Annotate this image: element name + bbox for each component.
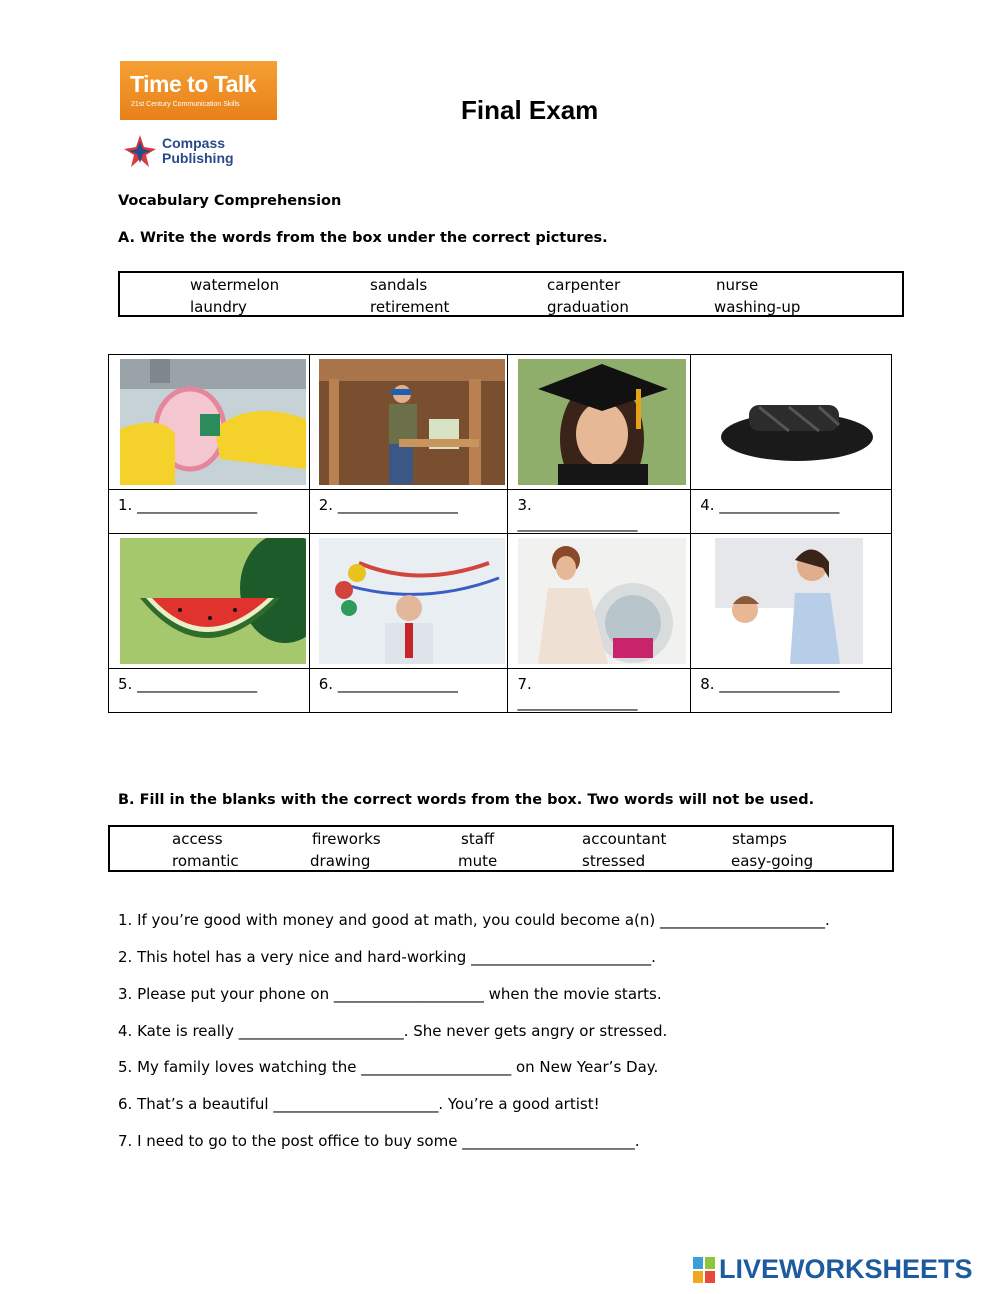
nurse-with-child-image (715, 538, 863, 664)
picture-cell (309, 534, 508, 669)
word: accountant (582, 830, 667, 848)
answer-cell[interactable] (309, 669, 508, 713)
sentence-item[interactable]: 6. That’s a beautiful ______________________. You’re a good artist! (118, 1095, 600, 1113)
publisher-name-1: Compass (162, 135, 226, 151)
word: nurse (716, 276, 759, 294)
word: washing-up (714, 298, 801, 316)
word: sandals (370, 276, 428, 294)
answer-cell[interactable] (508, 669, 691, 713)
answer-label: 8. ________________ (700, 675, 840, 693)
picture-cell (508, 534, 691, 669)
word: staff (461, 830, 495, 848)
picture-table (108, 354, 892, 713)
picture-cell (508, 355, 691, 490)
sandals-image (719, 395, 875, 467)
word: drawing (310, 852, 371, 870)
part-a-instruction: A. Write the words from the box under the correct pictures. (118, 230, 608, 246)
publisher-name-2: Publishing (162, 150, 234, 166)
time-to-talk-logo (120, 61, 277, 120)
word: stamps (732, 830, 787, 848)
answer-label: 3. (517, 496, 532, 514)
answer-label: 2. ________________ (318, 496, 458, 514)
answer-cell[interactable] (309, 490, 508, 534)
liveworksheets-logo (693, 1254, 993, 1284)
sentence-item[interactable]: 5. My family loves watching the ____________________ on New Year’s Day. (118, 1058, 659, 1076)
word: retirement (370, 298, 450, 316)
word: watermelon (190, 276, 280, 294)
sentence-item[interactable]: 4. Kate is really ______________________. She never gets angry or stressed. (118, 1022, 668, 1040)
word: fireworks (312, 830, 381, 848)
word: laundry (190, 298, 247, 316)
picture-cell (109, 534, 310, 669)
word: romantic (172, 852, 239, 870)
answer-label: 4. ________________ (700, 496, 840, 514)
word: mute (458, 852, 498, 870)
compass-publishing-logo (122, 133, 242, 169)
sentence-item[interactable]: 3. Please put your phone on ____________________ when the movie starts. (118, 985, 662, 1003)
carpenter-image (319, 359, 505, 485)
liveworksheets-icon (693, 1257, 715, 1283)
brand-name: LIVEWORKSHEETS (719, 1254, 973, 1284)
graduate-image (518, 359, 686, 485)
sentence-item[interactable]: 7. I need to go to the post office to buy some _______________________. (118, 1132, 640, 1150)
part-b-instruction: B. Fill in the blanks with the correct words from the box. Two words will not be used. (118, 792, 815, 808)
picture-cell (109, 355, 310, 490)
answer-label: 7. (517, 675, 532, 693)
word: carpenter (547, 276, 621, 294)
page-title: Final Exam (461, 95, 599, 125)
answer-cell[interactable] (109, 490, 310, 534)
answer-label: 1. ________________ (118, 496, 258, 514)
sentence-item[interactable]: 2. This hotel has a very nice and hard-working ________________________. (118, 948, 656, 966)
answer-cell[interactable] (691, 490, 892, 534)
word-box-b (108, 825, 894, 872)
logo-subtitle: 21st Century Communication Skills (131, 101, 240, 108)
answer-label: 6. ________________ (318, 675, 458, 693)
watermelon-image (120, 538, 306, 664)
answer-label: 5. ________________ (118, 675, 258, 693)
word: stressed (582, 852, 646, 870)
answer-cell[interactable] (691, 669, 892, 713)
picture-cell (691, 534, 892, 669)
answer-cell[interactable] (508, 490, 691, 534)
word: easy-going (731, 852, 814, 870)
word-box-a (118, 271, 904, 317)
answer-blank: ________________ (517, 514, 638, 532)
word: access (172, 830, 223, 848)
picture-cell (309, 355, 508, 490)
logo-title: Time to Talk (130, 71, 257, 97)
picture-cell (691, 355, 892, 490)
answer-cell[interactable] (109, 669, 310, 713)
section-title: Vocabulary Comprehension (118, 193, 342, 209)
word: graduation (547, 298, 629, 316)
sentence-item[interactable]: 1. If you’re good with money and good at math, you could become a(n) ______________________. (118, 911, 830, 929)
washing-dishes-image (120, 359, 306, 485)
compass-star-icon (122, 133, 158, 169)
doing-laundry-image (518, 538, 686, 664)
retirement-party-image (319, 538, 505, 664)
answer-blank: ________________ (517, 693, 638, 711)
